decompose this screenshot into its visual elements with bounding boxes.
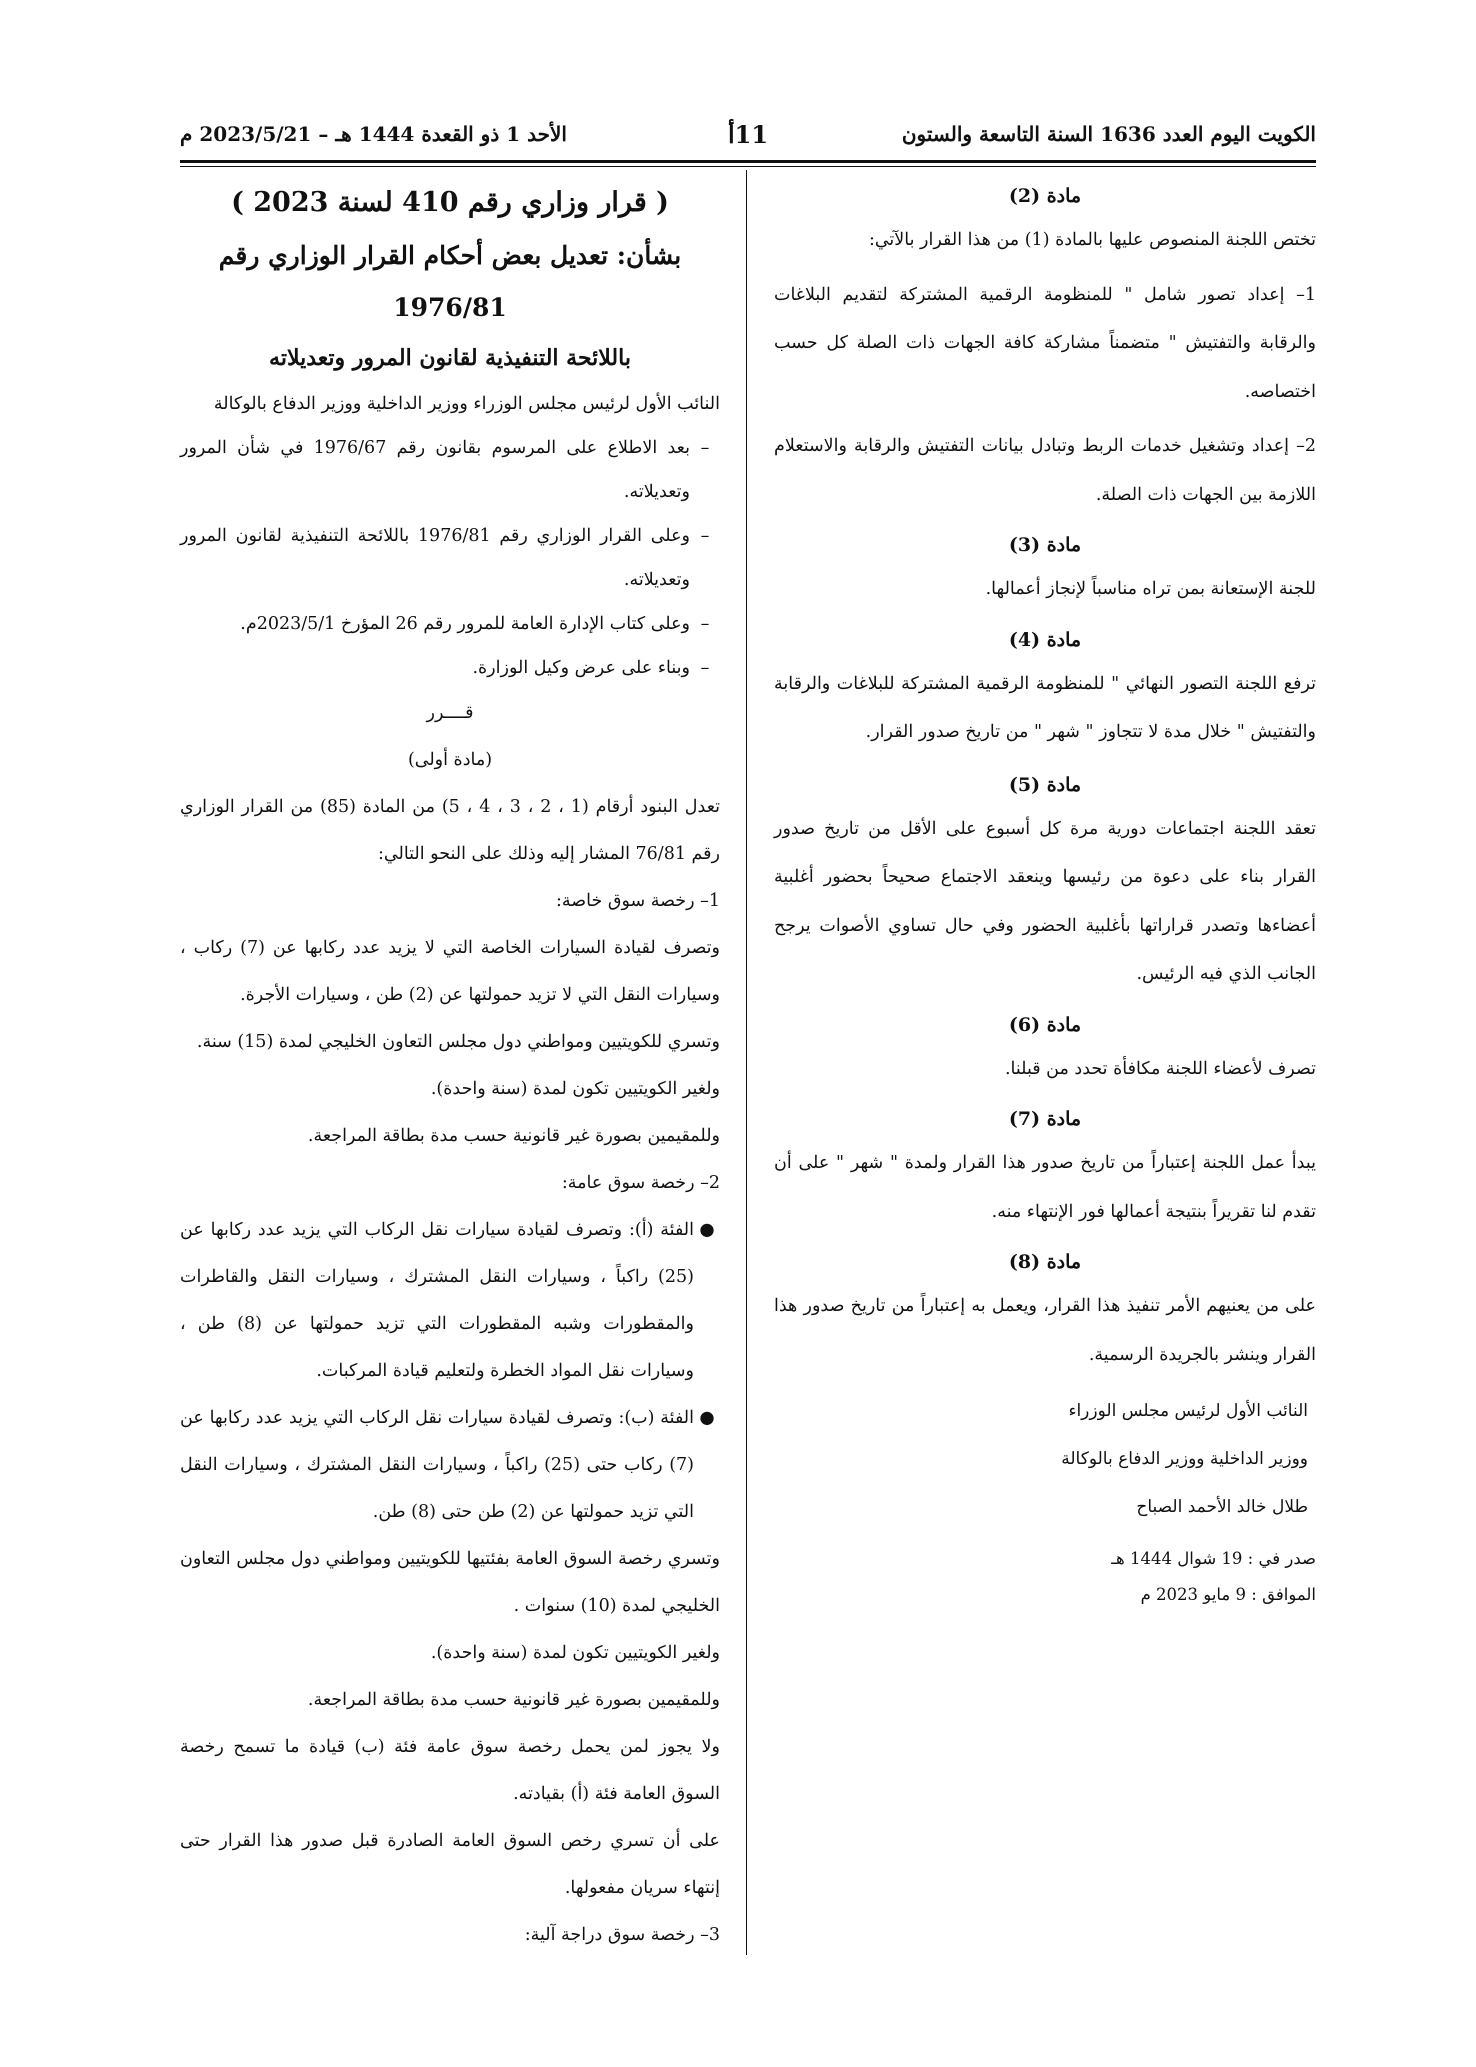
- recital-1: [180, 426, 720, 514]
- page-number: 11أ: [727, 119, 769, 149]
- column-divider: [746, 170, 747, 1955]
- license-1-para-2: وتسري للكويتيين ومواطني دول مجلس التعاون الخليجي لمدة (15) سنة.: [196, 1032, 720, 1052]
- article-3-text: للجنة الإستعانة بمن تراه مناسباً لإنجاز أعمالها.: [985, 579, 1316, 599]
- signature-name: طلال خالد الأحمد الصباح: [1136, 1497, 1308, 1517]
- recital-4: [180, 646, 720, 690]
- decided-heading: قــــرر: [426, 703, 474, 723]
- article-2-intro: تختص اللجنة المنصوص عليها بالمادة (1) من هذا القرار بالآتي:: [868, 230, 1316, 250]
- article-8-text: على من يعنيهم الأمر تنفيذ هذا القرار، ويعمل به إعتباراً من تاريخ صدور هذا القرار وينشر بالجريدة الرسمية.: [774, 1296, 1316, 1365]
- article-6-text: تصرف لأعضاء اللجنة مكافأة تحدد من قبلنا.: [1004, 1058, 1316, 1079]
- decree-subject-number: 1976/81: [393, 293, 507, 322]
- dash-mark: –: [700, 658, 710, 678]
- article-5-text: تعقد اللجنة اجتماعات دورية مرة كل أسبوع على الأقل من تاريخ صدور القرار بناء على دعوة من رئيسها وينعقد الاجتماع صحيحاً بحضور أغلبية أعضاءها وتصدر قراراتها بأغلبية الحضور وفي حال تساوي الأصوات يرجح الجانب الذي فيه الرئيس.: [774, 818, 1316, 984]
- article-2-item-1: 1– إعداد تصور شامل " للمنظومة الرقمية المشتركة لتقديم البلاغات والرقابة والتفتيش " متضمناً مشاركة كافة الجهات ذات الصلة كل حسب اختصاصه.: [774, 284, 1316, 402]
- left-column: [180, 176, 720, 1959]
- license-2-heading: 2– رخصة سوق عامة:: [561, 1173, 720, 1193]
- issued-gregorian: الموافق : 9 مايو 2023 م: [1140, 1585, 1316, 1604]
- recital-2: [180, 514, 720, 602]
- license-2-para-3: وللمقيمين بصورة غير قانونية حسب مدة بطاقة المراجعة.: [307, 1690, 720, 1710]
- license-1-para-1: وتصرف لقيادة السيارات الخاصة التي لا يزيد عدد ركابها عن (7) ركاب ، وسيارات النقل التي لا تزيد حمولتها عن (2) طن ، وسيارات الأجرة.: [180, 938, 720, 1005]
- decree-subject: بشأن: تعديل بعض أحكام القرار الوزاري رقم: [218, 241, 682, 270]
- page-header: [180, 112, 1316, 156]
- article-2-heading: مادة (2): [1008, 185, 1082, 207]
- header-issue-info: الكويت اليوم العدد 1636 السنة التاسعة والستون: [901, 122, 1316, 146]
- license-2-para-2: ولغير الكويتيين تكون لمدة (سنة واحدة).: [430, 1643, 720, 1663]
- license-1-para-4: وللمقيمين بصورة غير قانونية حسب مدة بطاقة المراجعة.: [307, 1126, 720, 1146]
- preamble: النائب الأول لرئيس مجلس الوزراء ووزير الداخلية ووزير الدفاع بالوكالة: [213, 394, 720, 414]
- article-7-heading: مادة (7): [1008, 1108, 1082, 1130]
- license-2-category-b-text: الفئة (ب): وتصرف لقيادة سيارات نقل الركاب التي يزيد عدد ركابها عن (7) ركاب حتى (25) راكباً ، وسيارات النقل المشترك ، وسيارات النقل التي تزيد حمولتها عن (2) طن حتى (8) طن.: [180, 1408, 694, 1522]
- license-2-para-4: ولا يجوز لمن يحمل رخصة سوق عامة فئة (ب) قيادة ما تسمح رخصة السوق العامة فئة (أ) بقيادته.: [180, 1737, 720, 1804]
- article-first-heading: (مادة أولى): [407, 750, 493, 770]
- dash-mark: –: [700, 614, 710, 634]
- article-first-text: تعدل البنود أرقام (1 ، 2 ، 3 ، 4 ، 5) من المادة (85) من القرار الوزاري رقم 76/81 المشار إليه وذلك على النحو التالي:: [180, 797, 721, 864]
- license-2-category-a-text: الفئة (أ): وتصرف لقيادة سيارات نقل الركاب التي يزيد عدد ركابها عن (25) راكباً ، وسيارات النقل المشترك ، وسيارات النقل والقاطرات والمقطورات وشبه المقطورات التي تزيد حمولتها عن (8) طن ، وسيارات نقل المواد الخطرة ولتعليم قيادة المركبات.: [180, 1220, 694, 1381]
- signature-title-1: النائب الأول لرئيس مجلس الوزراء: [1068, 1401, 1308, 1421]
- license-1-para-3: ولغير الكويتيين تكون لمدة (سنة واحدة).: [430, 1079, 720, 1099]
- bullet-icon: ●: [699, 1408, 715, 1428]
- license-2-category-a: [180, 1207, 720, 1395]
- article-4-text: ترفع اللجنة التصور النهائي " للمنظومة الرقمية المشتركة للبلاغات والرقابة والتفتيش " خلال مدة لا تتجاوز " شهر " من تاريخ صدور القرار.: [774, 673, 1316, 742]
- article-3-heading: مادة (3): [1008, 534, 1082, 556]
- dash-mark: –: [700, 438, 710, 458]
- header-date: الأحد 1 ذو القعدة 1444 هـ – 2023/5/21 م: [180, 122, 567, 146]
- article-5-heading: مادة (5): [1008, 773, 1082, 796]
- recital-4-text: وبناء على عرض وكيل الوزارة.: [472, 658, 690, 678]
- license-1-heading: 1– رخصة سوق خاصة:: [556, 891, 720, 911]
- recital-3-text: وعلى كتاب الإدارة العامة للمرور رقم 26 المؤرخ 2023/5/1م.: [240, 614, 690, 634]
- header-rule-thin: [180, 166, 1316, 167]
- article-8-heading: مادة (8): [1008, 1251, 1082, 1273]
- signature-title-2: ووزير الداخلية ووزير الدفاع بالوكالة: [1061, 1449, 1308, 1469]
- dash-mark: –: [700, 526, 710, 546]
- license-3-heading: 3– رخصة سوق دراجة آلية:: [524, 1925, 720, 1945]
- bullet-icon: ●: [699, 1220, 715, 1240]
- article-6-heading: مادة (6): [1008, 1013, 1082, 1036]
- decree-title: ( قرار وزاري رقم 410 لسنة 2023 ): [231, 187, 669, 218]
- header-rule-thick: [180, 160, 1316, 163]
- article-7-text: يبدأ عمل اللجنة إعتباراً من تاريخ صدور هذا القرار ولمدة " شهر " على أن تقدم لنا تقريراً بنتيجة أعمالها فور الإنتهاء منه.: [774, 1153, 1316, 1222]
- recital-3: [180, 602, 720, 646]
- decree-subject-regulation: باللائحة التنفيذية لقانون المرور وتعديلاته: [269, 345, 631, 371]
- issued-hijri: صدر في : 19 شوال 1444 هـ: [1111, 1549, 1316, 1568]
- license-2-para-5: على أن تسري رخص السوق العامة الصادرة قبل صدور هذا القرار حتى إنتهاء سريان مفعولها.: [180, 1831, 720, 1898]
- issue-date-block: [774, 1541, 1316, 1613]
- signature-block: [774, 1387, 1316, 1531]
- license-2-category-b: [180, 1395, 720, 1536]
- recital-2-text: وعلى القرار الوزاري رقم 1976/81 باللائحة التنفيذية لقانون المرور وتعديلاته.: [180, 526, 690, 590]
- article-4-heading: مادة (4): [1008, 628, 1082, 651]
- license-2-para-1: وتسري رخصة السوق العامة بفئتيها للكويتيين ومواطني دول مجلس التعاون الخليجي لمدة (10) سنوات .: [180, 1549, 720, 1616]
- recital-1-text: بعد الاطلاع على المرسوم بقانون رقم 1976/67 في شأن المرور وتعديلاته.: [180, 438, 690, 502]
- article-2-item-2: 2– إعداد وتشغيل خدمات الربط وتبادل بيانات التفتيش والرقابة والاستعلام اللازمة بين الجهات ذات الصلة.: [774, 436, 1316, 505]
- right-column: [774, 176, 1316, 1613]
